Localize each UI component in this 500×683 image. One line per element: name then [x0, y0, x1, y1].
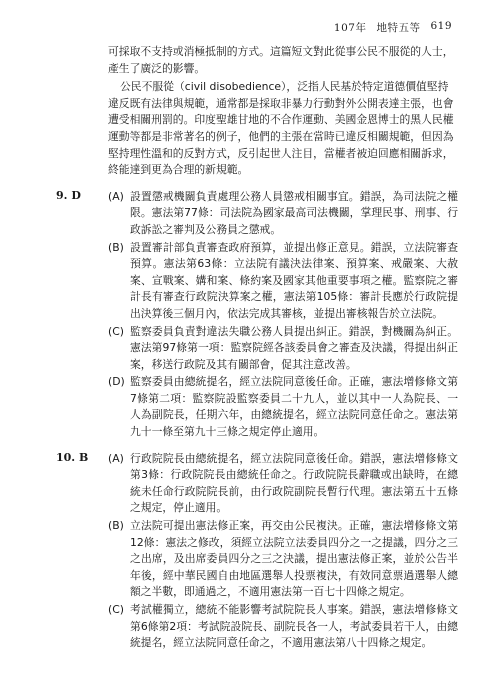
header-exam: 地特五等	[376, 22, 421, 34]
option-text: 立法院可提出憲法修正案，再交由公民複決。正確，憲法增修條文第12條：憲法之修改，須經立法院立法委員四分之一之提議，四分之三之出席，及出席委員四分之三之決議，提出憲法修正案，並於公告半年後，經中華民國自由地區選舉人投票複決，有效同意票過選舉人總額之半數，即通過之，不適用憲法第一百七十四條之規定。	[130, 519, 458, 599]
intro-paragraph-1: 可採取不支持或消極抵制的方式。這篇短文對此從事公民不服從的人士，產生了廣泛的影響。	[108, 45, 454, 75]
question-9	[56, 188, 458, 441]
question-10	[56, 450, 458, 652]
option-text: 行政院院長由總統提名，經立法院同意後任命。錯誤，憲法增修條文第3條：行政院院長由總統任命之。行政院院長辭職或出缺時，在總統未任命行政院院長前，由行政院副院長暫行代理。憲法第五十五條之規定，停止適用。	[130, 451, 458, 515]
question-number: 10.	[56, 450, 76, 464]
question-9-head	[56, 188, 108, 441]
option-label: (A)	[108, 189, 124, 203]
option-text: 考試權獨立，總統不能影響考試院院長人事案。錯誤，憲法增修條文第6條第2項：考試院設院長、副院長各一人，考試委員若干人，由總統提名，經立法院同意任命之，不適用憲法第八十四條之規定。	[130, 603, 458, 650]
question-9-options	[108, 188, 458, 441]
option-label: (B)	[108, 240, 124, 254]
question-10-options	[108, 450, 458, 652]
option-text: 設置懲戒機關負責處理公務人員懲戒相關事宜。錯誤，為司法院之權限。憲法第77條：司法院為國家最高司法機關，掌理民事、刑事、行政訴訟之審判及公務員之懲戒。	[130, 189, 458, 236]
option-label: (A)	[108, 451, 124, 465]
option-a	[108, 189, 458, 239]
option-c	[108, 602, 458, 652]
answer-letter: D	[71, 188, 81, 202]
option-label: (D)	[108, 375, 125, 389]
option-b	[108, 518, 458, 601]
page-number: 619	[430, 20, 452, 32]
option-b	[108, 240, 458, 323]
header-year: 107年	[333, 22, 367, 34]
page-header	[334, 20, 452, 35]
option-label: (C)	[108, 603, 124, 616]
option-d	[108, 374, 458, 440]
option-a	[108, 451, 458, 517]
option-label: (C)	[108, 324, 124, 338]
option-text: 監察委員由總統提名，經立法院同意後任命。正確，憲法增修條文第7條第二項：監察院設監察委員二十九人，並以其中一人為院長、一人為副院長，任期六年，由總統提名，經立法院同意任命之。憲法第九十一條至第九十三條之規定停止適用。	[130, 375, 458, 439]
option-text: 設置審計部負責審查政府預算，並提出修正意見。錯誤，立法院審查預算。憲法第63條：立法院有議決法律案、預算案、戒嚴案、大赦案、宣戰案、媾和案、條約案及國家其他重要事項之權。監察院之審計長有審查行政院決算案之權，憲法第105條：審計長應於行政院提出決算後三個月內，依法完成其審核，並提出審核報告於立法院。	[130, 240, 458, 320]
option-text: 監察委員負責對違法失職公務人員提出糾正。錯誤，對機關為糾正。憲法第97條第一項：監察院經各該委員會之審查及決議，得提出糾正案，移送行政院及其有關部會，促其注意改善。	[130, 324, 458, 371]
page-content	[56, 44, 458, 652]
question-number: 9.	[56, 188, 68, 202]
question-10-head	[56, 450, 108, 652]
option-c	[108, 324, 458, 374]
option-label: (B)	[108, 519, 124, 533]
intro-paragraph-2: 公民不服從（civil disobedience），泛指人民基於特定道德價值堅持違反既有法律與規範，通常都是採取非暴力行動對外公開表達主張，也會遭受相關刑罰的。印度聖雄甘地的不合作運動、美國金恩博士的黑人民權運動等都是非常著名的例子，他們的主張在當時已違反相關規範，但因為堅持理性溫和的反對方式，反引起世人注目，當權者被迫回應相關訴求，終能達到更為合理的新規範。	[108, 80, 454, 177]
answer-letter: B	[78, 450, 89, 464]
